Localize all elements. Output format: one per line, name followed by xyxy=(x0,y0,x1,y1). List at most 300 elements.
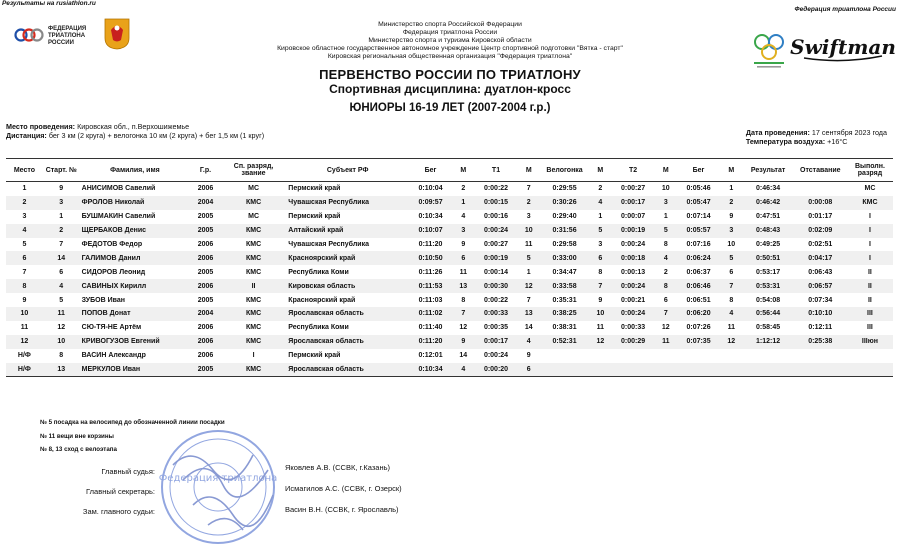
cell-achieved: I xyxy=(868,241,871,248)
cell-t2: 0:00:24 xyxy=(612,279,655,293)
cell-run1: 0:10:34 xyxy=(418,213,443,221)
coat-of-arms-icon xyxy=(104,18,130,50)
cell-t1-pos: 10 xyxy=(518,224,541,238)
cell-run2: 0:06:46 xyxy=(677,279,720,293)
swiftman-logo-icon xyxy=(790,30,896,64)
category-title: ЮНИОРЫ 16-19 ЛЕТ (2007-2004 г.р.) xyxy=(349,102,551,114)
cell-year: 2006 xyxy=(197,241,214,248)
cell-t1: 0:00:20 xyxy=(475,363,518,377)
cell-run1: 0:10:34 xyxy=(409,363,452,377)
cell-result: 0:54:08 xyxy=(756,296,781,304)
col-t1: Т1 xyxy=(475,159,518,182)
cell-t2-pos: 2 xyxy=(663,268,668,276)
cell-region: Ярославская область xyxy=(286,363,409,377)
cell-t2: 0:00:19 xyxy=(612,224,655,238)
cell-run2: 0:07:35 xyxy=(677,335,720,349)
cell-gap xyxy=(794,349,847,363)
cell-t2: 0:00:27 xyxy=(621,185,646,193)
cell-t1: 0:00:24 xyxy=(483,352,509,360)
cell-achieved: III xyxy=(867,324,873,332)
cell-rank: КМС xyxy=(221,335,286,349)
cell-bike: 0:33:00 xyxy=(540,251,589,265)
cell-gap: 0:02:51 xyxy=(808,241,833,248)
cell-run1-pos: 9 xyxy=(461,241,466,248)
cell-run2-pos: 8 xyxy=(729,296,734,304)
cell-region: Красноярский край xyxy=(286,251,409,265)
cell-region: Чувашская Республика xyxy=(288,241,369,248)
cell-bike: 0:29:55 xyxy=(552,185,577,193)
cell-region: Кировская область xyxy=(286,279,409,293)
cell-rank: МС xyxy=(248,185,259,193)
organizers: Министерство спорта Российской Федерации Федерация триатлона России Министерство спорта и туризма Кировской области Кировское областное государственное автономное учреждение Центр спортивной подготовки "Вятка - старт" Кировская региональная общественная организация "Федерация триатлона" xyxy=(277,21,623,60)
cell-t1: 0:00:22 xyxy=(483,296,509,304)
col-run2: Бег xyxy=(677,159,720,182)
sponsor-logo xyxy=(790,30,896,64)
cell-bike-pos: 3 xyxy=(598,241,603,248)
table-header-row xyxy=(6,159,893,182)
cell-t2: 0:00:17 xyxy=(612,196,655,210)
cell-run1: 0:11:53 xyxy=(409,279,452,293)
cell-t2-pos: 8 xyxy=(663,241,668,248)
cell-year: 2006 xyxy=(197,352,214,360)
cell-t1-pos: 7 xyxy=(526,296,531,304)
cell-rank: КМС xyxy=(221,307,286,321)
cell-t1-pos: 6 xyxy=(518,363,541,377)
cell-run2-pos xyxy=(720,349,743,363)
cell-result xyxy=(743,349,794,363)
cell-year: 2005 xyxy=(190,363,221,377)
cell-rank: КМС xyxy=(245,241,262,248)
cell-rank: I xyxy=(252,352,255,360)
col-result: Результат xyxy=(743,159,794,182)
cell-bike: 0:52:31 xyxy=(540,335,589,349)
cell-year: 2005 xyxy=(197,213,214,221)
cell-bike-pos xyxy=(589,349,612,363)
cell-t1-pos: 5 xyxy=(518,251,541,265)
cell-run2: 0:05:47 xyxy=(677,196,720,210)
cell-achieved: I xyxy=(847,224,893,238)
cell-year: 2006 xyxy=(190,335,221,349)
cell-place: 6 xyxy=(6,251,43,265)
cell-gap: 0:25:38 xyxy=(794,335,847,349)
cell-run2: 0:06:37 xyxy=(686,268,711,276)
note: № 11 вещи вне корзины xyxy=(40,432,114,440)
cell-rank: II xyxy=(221,279,286,293)
cell-run2: 0:05:46 xyxy=(686,185,711,193)
cell-t2 xyxy=(612,363,655,377)
cell-t1: 0:00:16 xyxy=(483,213,509,221)
cell-region: Республика Коми xyxy=(288,268,349,276)
table-row xyxy=(6,307,893,321)
cell-gap: 0:02:09 xyxy=(794,224,847,238)
cell-year: 2006 xyxy=(190,279,221,293)
cell-achieved: КМС xyxy=(847,196,893,210)
cell-gap: 0:06:57 xyxy=(794,279,847,293)
cell-place: Н/Ф xyxy=(17,352,31,360)
cell-run2-pos: 2 xyxy=(720,196,743,210)
col-run1: Бег xyxy=(409,159,452,182)
cell-region: Ярославская область xyxy=(286,335,409,349)
cell-t2: 0:00:24 xyxy=(621,241,646,248)
cell-bike xyxy=(540,363,589,377)
results-table xyxy=(6,158,893,377)
col-t2-pos: М xyxy=(655,159,678,182)
cell-year: 2006 xyxy=(197,185,214,193)
cell-bike-pos: 9 xyxy=(598,296,603,304)
cell-result: 0:46:34 xyxy=(756,185,781,193)
cell-t2 xyxy=(612,349,655,363)
cell-region: Республика Коми xyxy=(288,324,349,332)
cell-run1: 0:09:57 xyxy=(409,196,452,210)
cell-name: АНИСИМОВ Савелий xyxy=(81,185,156,193)
cell-region: Алтайский край xyxy=(286,224,409,238)
cell-gap: 0:06:43 xyxy=(808,268,833,276)
cell-bib: 11 xyxy=(43,307,80,321)
table-row xyxy=(6,363,893,377)
cell-bib: 7 xyxy=(59,241,64,248)
cell-place: 2 xyxy=(6,196,43,210)
cell-name: ВАСИН Александр xyxy=(81,352,146,360)
judge-role: Главный секретарь: xyxy=(86,487,155,496)
cell-region: Ярославская область xyxy=(286,307,409,321)
cell-year: 2006 xyxy=(190,251,221,265)
cell-name: БУШМАКИН Савелий xyxy=(81,213,156,221)
cell-bike-pos: 4 xyxy=(589,196,612,210)
table-row xyxy=(6,321,893,335)
cell-region: Красноярский край xyxy=(288,296,356,304)
cell-t2-pos: 7 xyxy=(655,307,678,321)
col-gap: Отставание xyxy=(794,159,847,182)
cell-t2-pos: 5 xyxy=(655,224,678,238)
cell-place: 3 xyxy=(22,213,27,221)
cell-bike-pos: 2 xyxy=(598,185,603,193)
cell-run2-pos: 10 xyxy=(727,241,736,248)
col-place: Место xyxy=(6,159,43,182)
note: № 8, 13 сход с велоэтапа xyxy=(40,446,117,453)
cell-bib: 13 xyxy=(43,363,80,377)
cell-t1-pos: 13 xyxy=(518,307,541,321)
cell-year: 2005 xyxy=(197,296,214,304)
col-bike: Велогонка xyxy=(540,159,589,182)
judge-name: Исмагилов А.С. (ССВК, г. Озерск) xyxy=(285,484,402,493)
discipline-title: Спортивная дисциплина: дуатлон-кросс xyxy=(329,82,571,96)
cell-gap: 0:12:11 xyxy=(808,324,833,332)
svg-text:Swiftman: Swiftman xyxy=(790,35,896,59)
cell-gap: 0:10:10 xyxy=(794,307,847,321)
col-bib: Старт. № xyxy=(43,159,80,182)
cell-bike xyxy=(540,349,589,363)
table-row xyxy=(6,196,893,210)
cell-run2-pos: 7 xyxy=(720,279,743,293)
cell-bike: 0:30:26 xyxy=(540,196,589,210)
cell-bib: 12 xyxy=(57,324,66,332)
cell-run1: 0:10:04 xyxy=(418,185,443,193)
cell-bike-pos: 10 xyxy=(589,307,612,321)
table-row xyxy=(6,182,893,196)
cell-rank: КМС xyxy=(221,224,286,238)
cell-bike-pos: 8 xyxy=(598,268,603,276)
cell-run1: 0:11:20 xyxy=(418,241,443,248)
cell-gap: 0:00:08 xyxy=(794,196,847,210)
cell-run1: 0:10:07 xyxy=(409,224,452,238)
cell-achieved: IIIюн xyxy=(847,335,893,349)
cell-result: 0:50:51 xyxy=(743,251,794,265)
cell-run2-pos: 1 xyxy=(729,185,734,193)
cell-t2-pos: 3 xyxy=(655,196,678,210)
cell-result: 0:46:42 xyxy=(743,196,794,210)
cell-region: Пермский край xyxy=(288,185,341,193)
cell-t2: 0:00:07 xyxy=(621,213,646,221)
cell-rank: КМС xyxy=(245,296,262,304)
cell-rank: КМС xyxy=(221,363,286,377)
cell-run1: 0:10:50 xyxy=(409,251,452,265)
cell-t2: 0:00:29 xyxy=(612,335,655,349)
cell-year: 2005 xyxy=(197,268,214,276)
cell-bib: 6 xyxy=(59,268,64,276)
cell-bike: 0:29:40 xyxy=(552,213,577,221)
cell-t1: 0:00:22 xyxy=(483,185,509,193)
cell-t1-pos: 4 xyxy=(518,335,541,349)
cell-rank: КМС xyxy=(245,268,262,276)
cell-result: 0:53:17 xyxy=(756,268,781,276)
cell-year: 2005 xyxy=(190,224,221,238)
federation-credit: Федерация триатлона России xyxy=(794,6,896,13)
cell-place: Н/Ф xyxy=(6,363,43,377)
cell-t1-pos: 3 xyxy=(526,213,531,221)
cell-place: 5 xyxy=(22,241,27,248)
cell-bike: 0:38:31 xyxy=(552,324,577,332)
cell-t2-pos: 12 xyxy=(661,324,670,332)
table-row xyxy=(6,210,893,224)
cell-run1: 0:11:26 xyxy=(418,268,443,276)
cell-run1-pos: 11 xyxy=(459,268,467,276)
cell-run2-pos: 6 xyxy=(729,268,734,276)
cell-name: СИДОРОВ Леонид xyxy=(81,268,146,276)
table-row xyxy=(6,265,893,279)
cell-t2-pos xyxy=(655,349,678,363)
cell-year: 2004 xyxy=(190,196,221,210)
cell-place: 12 xyxy=(6,335,43,349)
cell-result: 0:48:43 xyxy=(743,224,794,238)
cell-achieved: I xyxy=(847,251,893,265)
cell-bib: 8 xyxy=(59,352,64,360)
cell-bib: 14 xyxy=(43,251,80,265)
table-row xyxy=(6,224,893,238)
event-meta: Дата проведения: 17 сентября 2023 года Температура воздуха: +16°С xyxy=(745,128,887,146)
cell-name: ЗУБОВ Иван xyxy=(81,296,125,304)
cell-name: ЩЕРБАКОВ Денис xyxy=(80,224,190,238)
cell-run2 xyxy=(677,363,720,377)
cell-gap xyxy=(794,182,847,196)
official-stamp xyxy=(153,425,283,550)
cell-achieved: МС xyxy=(864,185,876,193)
ftr-logo xyxy=(14,20,94,54)
cell-bike: 0:33:58 xyxy=(540,279,589,293)
judge-role: Зам. главного судьи: xyxy=(82,507,155,516)
cell-achieved: II xyxy=(867,296,872,304)
cell-t1-pos: 2 xyxy=(518,196,541,210)
cell-bike-pos: 11 xyxy=(596,324,605,332)
cell-run1-pos: 14 xyxy=(459,352,468,360)
cell-run2-pos: 5 xyxy=(720,251,743,265)
cell-t1: 0:00:17 xyxy=(475,335,518,349)
col-achieved: Выполн. разряд xyxy=(847,159,893,182)
cell-run1: 0:11:02 xyxy=(409,307,452,321)
cell-place: 11 xyxy=(20,324,29,332)
cell-t2-pos: 8 xyxy=(655,279,678,293)
cell-t2: 0:00:13 xyxy=(621,268,646,276)
cell-name: ФРОЛОВ Николай xyxy=(80,196,190,210)
page-title: ПЕРВЕНСТВО РОССИИ ПО ТРИАТЛОНУ xyxy=(319,67,581,82)
cell-rank: КМС xyxy=(221,251,286,265)
cell-bib: 5 xyxy=(59,296,64,304)
cell-result: 1:12:12 xyxy=(743,335,794,349)
col-name: Фамилия, имя xyxy=(80,159,190,182)
cell-t2-pos: 6 xyxy=(663,296,668,304)
cell-run1-pos: 7 xyxy=(452,307,475,321)
cell-bike: 0:31:56 xyxy=(540,224,589,238)
col-t1-pos: М xyxy=(518,159,541,182)
cell-bike: 0:35:31 xyxy=(552,296,577,304)
cell-run1: 0:12:01 xyxy=(418,352,443,360)
cell-name: ПОПОВ Донат xyxy=(80,307,190,321)
cell-achieved: III xyxy=(847,307,893,321)
svg-text:Федерация триатлона: Федерация триатлона xyxy=(158,473,278,484)
cell-run1-pos: 2 xyxy=(461,185,466,193)
cell-t2-pos xyxy=(655,363,678,377)
cell-t1-pos: 14 xyxy=(524,324,533,332)
cell-t2-pos: 4 xyxy=(655,251,678,265)
cell-run1-pos: 13 xyxy=(452,279,475,293)
table-row xyxy=(6,251,893,265)
cell-result xyxy=(743,363,794,377)
cell-t1: 0:00:24 xyxy=(475,224,518,238)
cell-t2: 0:00:21 xyxy=(621,296,646,304)
cell-t1-pos: 11 xyxy=(525,241,533,248)
cell-run1-pos: 8 xyxy=(461,296,466,304)
cell-run2: 0:07:14 xyxy=(686,213,711,221)
cell-run1-pos: 1 xyxy=(452,196,475,210)
col-region: Субъект РФ xyxy=(286,159,409,182)
col-bike-pos: М xyxy=(589,159,612,182)
cell-place: 1 xyxy=(22,185,27,193)
cell-run2: 0:06:24 xyxy=(677,251,720,265)
cell-name: МЕРКУЛОВ Иван xyxy=(80,363,190,377)
col-year: Г.р. xyxy=(190,159,221,182)
cell-run1-pos: 3 xyxy=(452,224,475,238)
ftr-logo-text: ФЕДЕРАЦИЯ ТРИАТЛОНА РОССИИ xyxy=(48,26,87,46)
cell-t1-pos: 1 xyxy=(526,268,531,276)
cell-rank: МС xyxy=(248,213,259,221)
site-credit: Результаты на rusiathlon.ru xyxy=(2,0,96,7)
judge-role: Главный судья: xyxy=(101,467,155,476)
note: № 5 посадка на велосипед до обозначенной линии посадки xyxy=(40,419,225,426)
cell-run1-pos: 4 xyxy=(461,213,466,221)
cell-run1-pos: 12 xyxy=(459,324,468,332)
cell-region: Пермский край xyxy=(288,352,341,360)
cell-bike-pos xyxy=(589,363,612,377)
cell-bike: 0:34:47 xyxy=(552,268,577,276)
cell-bike-pos: 5 xyxy=(589,224,612,238)
col-run2-pos: М xyxy=(720,159,743,182)
cell-t1: 0:00:19 xyxy=(475,251,518,265)
cell-result: 0:47:51 xyxy=(756,213,781,221)
cell-run2: 0:07:16 xyxy=(686,241,711,248)
cell-bike-pos: 1 xyxy=(598,213,603,221)
cell-place: 9 xyxy=(22,296,27,304)
cell-t2: 0:00:18 xyxy=(612,251,655,265)
cell-t2: 0:00:33 xyxy=(621,324,646,332)
cell-run2: 0:06:51 xyxy=(686,296,711,304)
cell-t1-pos: 7 xyxy=(526,185,531,193)
cell-run1: 0:11:40 xyxy=(418,324,443,332)
cell-t1-pos: 12 xyxy=(518,279,541,293)
table-row xyxy=(6,238,893,252)
rings-icon xyxy=(14,28,44,42)
cell-t1: 0:00:35 xyxy=(483,324,509,332)
cell-t1: 0:00:30 xyxy=(475,279,518,293)
cell-run2: 0:05:57 xyxy=(677,224,720,238)
cell-run2-pos xyxy=(720,363,743,377)
cell-region: Чувашская Республика xyxy=(286,196,409,210)
cell-t2-pos: 11 xyxy=(655,335,678,349)
cell-run1-pos: 9 xyxy=(452,335,475,349)
cell-name: ФЕДОТОВ Федор xyxy=(81,241,143,248)
cell-result: 0:56:44 xyxy=(743,307,794,321)
cell-name: ГАЛИМОВ Данил xyxy=(80,251,190,265)
cell-bib: 10 xyxy=(43,335,80,349)
cell-place: 7 xyxy=(22,268,27,276)
cell-t1: 0:00:14 xyxy=(483,268,509,276)
cell-bib: 2 xyxy=(43,224,80,238)
cell-result: 0:53:31 xyxy=(743,279,794,293)
cell-place: 8 xyxy=(6,279,43,293)
cell-run2-pos: 9 xyxy=(729,213,734,221)
regional-federation-logo-icon xyxy=(750,28,788,70)
cell-bike: 0:38:25 xyxy=(540,307,589,321)
cell-achieved xyxy=(847,349,893,363)
cell-year: 2006 xyxy=(197,324,214,332)
judges-block xyxy=(80,461,155,521)
cell-place: 10 xyxy=(6,307,43,321)
cell-gap: 0:01:17 xyxy=(808,213,833,221)
cell-run1-pos: 4 xyxy=(452,363,475,377)
cell-achieved: II xyxy=(847,279,893,293)
cell-gap: 0:04:17 xyxy=(794,251,847,265)
cell-result: 0:58:45 xyxy=(756,324,781,332)
cell-t1: 0:00:27 xyxy=(483,241,509,248)
cell-run1: 0:11:03 xyxy=(418,296,443,304)
cell-name: САВИНЫХ Кирилл xyxy=(80,279,190,293)
cell-achieved: I xyxy=(868,213,871,221)
cell-run2-pos: 4 xyxy=(720,307,743,321)
cell-t1-pos: 9 xyxy=(526,352,531,360)
cell-bib: 3 xyxy=(43,196,80,210)
table-row xyxy=(6,349,893,363)
cell-run1: 0:11:20 xyxy=(409,335,452,349)
cell-bike: 0:29:58 xyxy=(552,241,577,248)
cell-gap: 0:07:34 xyxy=(808,296,833,304)
cell-result: 0:49:25 xyxy=(756,241,781,248)
cell-name: КРИВОГУЗОВ Евгений xyxy=(80,335,190,349)
cell-bike-pos: 12 xyxy=(589,335,612,349)
cell-rank: КМС xyxy=(245,324,262,332)
cell-rank: КМС xyxy=(221,196,286,210)
venue-info: Место проведения: Кировская обл., п.Верхошижемье Дистанция: бег 3 км (2 круга) + велогонка 10 км (2 круга) + бег 1,5 км (1 круг) xyxy=(6,122,265,140)
col-t2: Т2 xyxy=(612,159,655,182)
cell-run2-pos: 11 xyxy=(727,324,735,332)
cell-t2-pos: 1 xyxy=(663,213,668,221)
